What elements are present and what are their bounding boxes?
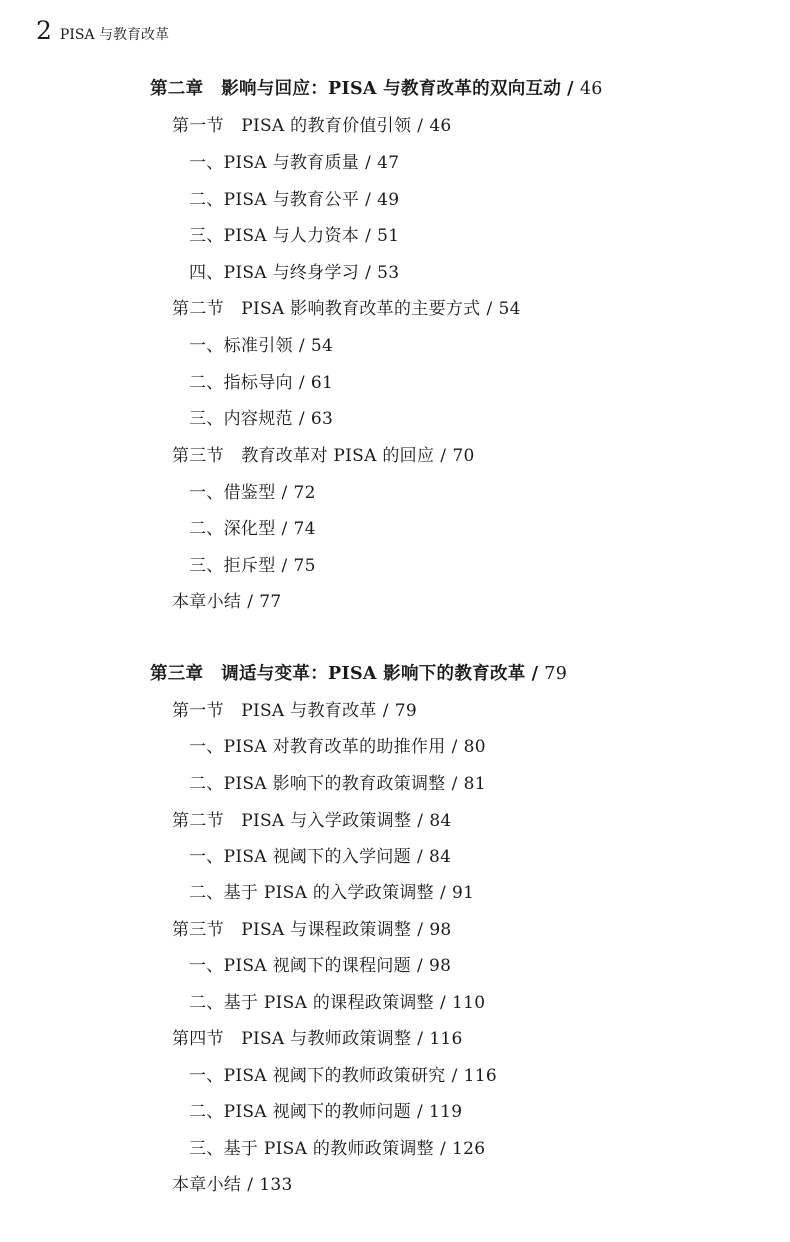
toc-item[interactable]: 三、拒斥型 / 75 — [189, 556, 316, 576]
toc-page-ref: 84 — [429, 811, 452, 831]
toc-item[interactable]: 二、基于 PISA 的入学政策调整 / 91 — [189, 883, 475, 903]
toc-page-ref: 74 — [293, 519, 316, 539]
toc-page-ref: 51 — [377, 226, 400, 246]
toc-entry-title: 四、PISA 与终身学习 — [189, 263, 360, 283]
toc-entry-title: 第四节 PISA 与教师政策调整 — [172, 1029, 412, 1049]
toc-entry-title: 三、拒斥型 — [189, 556, 276, 576]
toc-entry-title: 第二节 PISA 与入学政策调整 — [172, 811, 412, 831]
toc-section[interactable]: 第三节 PISA 与课程政策调整 / 98 — [172, 920, 452, 940]
toc-page-ref: 72 — [293, 483, 316, 503]
toc-page-ref: 54 — [310, 336, 334, 356]
toc-item[interactable]: 一、标准引领 / 54 — [189, 336, 334, 356]
toc-item[interactable]: 一、PISA 对教育改革的助推作用 / 80 — [189, 737, 486, 757]
toc-page-ref: 63 — [310, 409, 334, 429]
toc-entry-title: 第一节 PISA 的教育价值引领 — [172, 116, 412, 136]
running-title: PISA 与教育改革 — [59, 27, 170, 43]
toc-entry-title: 二、PISA 视阈下的教师问题 — [189, 1102, 411, 1122]
toc-item[interactable]: 二、深化型 / 74 — [189, 519, 316, 539]
toc-page-ref: 84 — [429, 847, 452, 867]
page-number: 2 — [36, 16, 52, 45]
toc-page-ref: 49 — [377, 190, 400, 210]
toc-item[interactable]: 一、PISA 视阈下的教师政策研究 / 116 — [189, 1066, 497, 1086]
toc-section[interactable]: 第一节 PISA 的教育价值引领 / 46 — [172, 116, 452, 136]
toc-item[interactable]: 三、内容规范 / 63 — [189, 409, 334, 429]
toc-page-ref: 46 — [579, 79, 603, 99]
toc-item[interactable]: 二、PISA 与教育公平 / 49 — [189, 190, 400, 210]
toc-entry-title: 二、指标导向 — [189, 373, 293, 393]
toc-page-ref: 91 — [452, 883, 475, 903]
toc-section[interactable]: 第二节 PISA 影响教育改革的主要方式 / 54 — [172, 299, 521, 319]
toc-page-ref: 133 — [259, 1175, 293, 1195]
toc-section[interactable]: 第四节 PISA 与教师政策调整 / 116 — [172, 1029, 463, 1049]
toc-page-ref: 98 — [429, 956, 452, 976]
toc-section[interactable]: 第一节 PISA 与教育改革 / 79 — [172, 701, 417, 721]
toc-page-ref: 53 — [377, 263, 400, 283]
toc-item[interactable]: 四、PISA 与终身学习 / 53 — [189, 263, 400, 283]
toc-chapter-3[interactable]: 第三章 调适与变革：PISA 影响下的教育改革 / 79 — [150, 664, 568, 684]
toc-chapter-summary[interactable]: 本章小结 / 133 — [172, 1175, 293, 1195]
toc-page-ref: 77 — [259, 592, 282, 612]
toc-page-ref: 126 — [452, 1139, 486, 1159]
toc-section[interactable]: 第三节 教育改革对 PISA 的回应 / 70 — [172, 446, 475, 466]
toc-page-ref: 80 — [463, 737, 486, 757]
toc-page-ref: 61 — [310, 373, 334, 393]
toc-entry-title: 第一节 PISA 与教育改革 — [172, 701, 377, 721]
running-head — [36, 18, 169, 43]
toc-entry-title: 一、PISA 对教育改革的助推作用 — [189, 737, 446, 757]
toc-entry-title: 一、PISA 视阈下的入学问题 — [189, 847, 411, 867]
toc-item[interactable]: 二、基于 PISA 的课程政策调整 / 110 — [189, 993, 486, 1013]
toc-item[interactable]: 二、指标导向 / 61 — [189, 373, 334, 393]
toc-entry-title: 一、PISA 与教育质量 — [189, 153, 360, 173]
toc-section[interactable]: 第二节 PISA 与入学政策调整 / 84 — [172, 811, 452, 831]
toc-item[interactable]: 一、借鉴型 / 72 — [189, 483, 316, 503]
toc-item[interactable]: 一、PISA 视阈下的入学问题 / 84 — [189, 847, 452, 867]
toc-entry-title: 第三节 教育改革对 PISA 的回应 — [172, 446, 435, 466]
toc-entry-title: 三、内容规范 — [189, 409, 293, 429]
toc-entry-title: 本章小结 — [172, 592, 242, 612]
toc-page-ref: 98 — [429, 920, 452, 940]
toc-entry-title: 第二章 影响与回应：PISA 与教育改革的双向互动 — [150, 79, 562, 99]
toc-entry-title: 二、PISA 与教育公平 — [189, 190, 360, 210]
toc-page-ref: 70 — [452, 446, 475, 466]
toc-entry-title: 一、PISA 视阈下的课程问题 — [189, 956, 411, 976]
toc-page-ref: 54 — [498, 299, 521, 319]
toc-page-ref: 79 — [544, 664, 568, 684]
toc-page-ref: 81 — [463, 774, 486, 794]
toc-item[interactable]: 二、PISA 影响下的教育政策调整 / 81 — [189, 774, 486, 794]
toc-page-ref: 46 — [429, 116, 452, 136]
toc-item[interactable]: 三、PISA 与人力资本 / 51 — [189, 226, 400, 246]
toc-item[interactable]: 三、基于 PISA 的教师政策调整 / 126 — [189, 1139, 486, 1159]
toc-page-ref: 110 — [452, 993, 486, 1013]
toc-item[interactable]: 二、PISA 视阈下的教师问题 / 119 — [189, 1102, 463, 1122]
toc-chapter-2[interactable]: 第二章 影响与回应：PISA 与教育改革的双向互动 / 46 — [150, 79, 603, 99]
toc-entry-title: 第三节 PISA 与课程政策调整 — [172, 920, 412, 940]
toc-entry-title: 二、PISA 影响下的教育政策调整 — [189, 774, 446, 794]
toc-page-ref: 116 — [463, 1066, 497, 1086]
toc-entry-title: 三、基于 PISA 的教师政策调整 — [189, 1139, 434, 1159]
toc-chapter-summary[interactable]: 本章小结 / 77 — [172, 592, 282, 612]
toc-item[interactable]: 一、PISA 视阈下的课程问题 / 98 — [189, 956, 452, 976]
toc-entry-title: 一、借鉴型 — [189, 483, 276, 503]
toc-page-ref: 116 — [429, 1029, 463, 1049]
toc-page-ref: 119 — [429, 1102, 463, 1122]
toc-entry-title: 第二节 PISA 影响教育改革的主要方式 — [172, 299, 481, 319]
toc-page-ref: 75 — [293, 556, 316, 576]
toc-entry-title: 二、深化型 — [189, 519, 276, 539]
toc-page-ref: 47 — [377, 153, 400, 173]
toc-entry-title: 一、PISA 视阈下的教师政策研究 — [189, 1066, 446, 1086]
toc-entry-title: 第三章 调适与变革：PISA 影响下的教育改革 — [150, 664, 526, 684]
toc-entry-title: 三、PISA 与人力资本 — [189, 226, 360, 246]
toc-entry-title: 本章小结 — [172, 1175, 242, 1195]
toc-entry-title: 一、标准引领 — [189, 336, 293, 356]
toc-entry-title: 二、基于 PISA 的课程政策调整 — [189, 993, 434, 1013]
toc-item[interactable]: 一、PISA 与教育质量 / 47 — [189, 153, 400, 173]
toc-entry-title: 二、基于 PISA 的入学政策调整 — [189, 883, 434, 903]
toc-page-ref: 79 — [394, 701, 417, 721]
